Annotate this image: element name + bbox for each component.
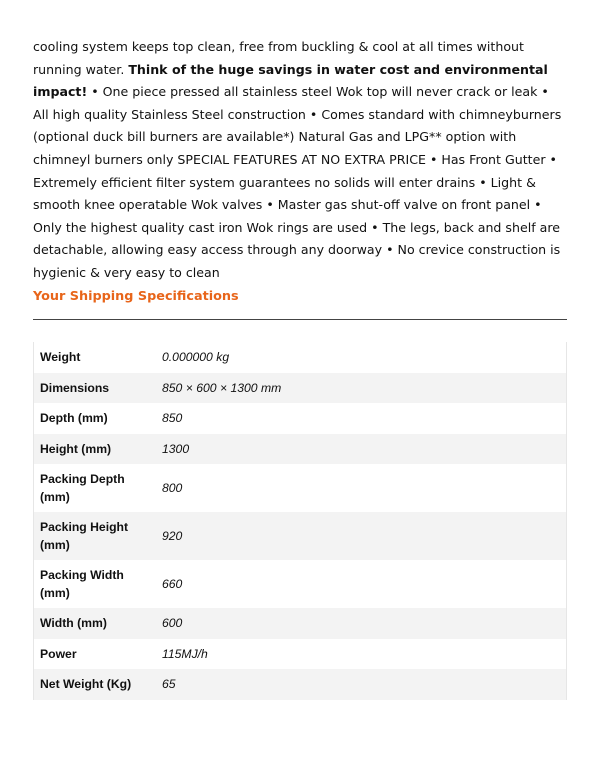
spec-value: 600 <box>156 608 567 639</box>
spec-value: 65 <box>156 669 567 700</box>
table-row <box>34 464 567 512</box>
spec-value: 115MJ/h <box>156 639 567 670</box>
table-row <box>34 403 567 434</box>
shipping-specs-heading: Your Shipping Specifications <box>33 289 239 304</box>
section-divider <box>33 319 567 320</box>
spec-label: Power <box>34 639 157 670</box>
table-row <box>34 512 567 560</box>
table-row <box>34 342 567 373</box>
table-row <box>34 639 567 670</box>
spec-label: Depth (mm) <box>34 403 157 434</box>
spec-label: Weight <box>34 342 157 373</box>
spec-label: Dimensions <box>34 373 157 404</box>
spec-value: 1300 <box>156 434 567 465</box>
spec-value: 850 × 600 × 1300 mm <box>156 373 567 404</box>
spec-label: Width (mm) <box>34 608 157 639</box>
table-row <box>34 608 567 639</box>
spec-value: 920 <box>156 512 567 560</box>
description-highlight: Think of the huge savings in water cost and environmental impact! <box>33 61 548 100</box>
spec-value: 660 <box>156 560 567 608</box>
table-row <box>34 373 567 404</box>
spec-label: Packing Width (mm) <box>34 560 157 608</box>
spec-value: 0.000000 kg <box>156 342 567 373</box>
spec-label: Packing Height (mm) <box>34 512 157 560</box>
table-row <box>34 434 567 465</box>
table-row <box>34 669 567 700</box>
description-text-before: cooling system keeps top clean, free from buckling & cool at all times without running water. <box>33 39 524 77</box>
product-description <box>33 36 567 285</box>
spec-label: Height (mm) <box>34 434 157 465</box>
spec-label: Net Weight (Kg) <box>34 669 157 700</box>
spec-value: 850 <box>156 403 567 434</box>
product-content <box>33 36 567 692</box>
spec-label: Packing Depth (mm) <box>34 464 157 512</box>
spec-value: 800 <box>156 464 567 512</box>
table-row <box>34 560 567 608</box>
shipping-specs-table <box>33 342 567 700</box>
description-text-after: • One piece pressed all stainless steel Wok top will never crack or leak • All high quality Stainless Steel construction • Comes standard with chimneyburners (optional duck bill burners are available*) Natural Gas and LPG** option with chimneyl burners only SPECIAL FEATURES AT NO EXTRA PRICE • Has Front Gutter • Extremely efficient filter system guarantees no solids will enter drains • Light & smooth knee operatable Wok valves • Master gas shut-off valve on front panel • Only the highest quality cast iron Wok rings are used • The legs, back and shelf are detachable, allowing easy access through any doorway • No crevice construction is hygienic & very easy to clean <box>33 84 562 280</box>
